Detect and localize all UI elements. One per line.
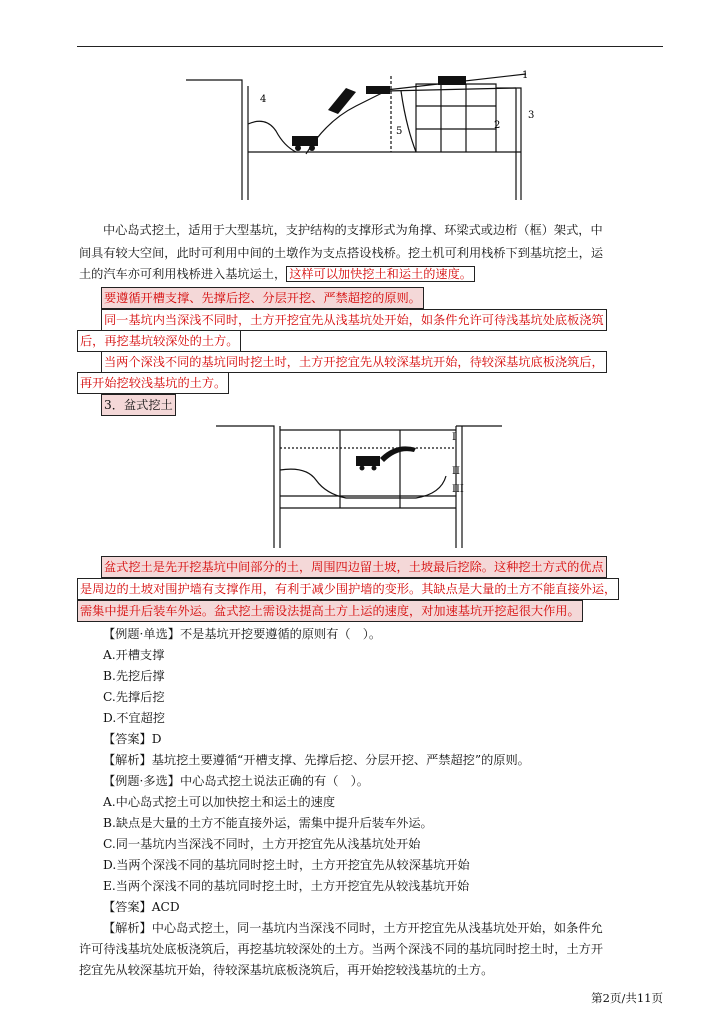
para1-red-highlight: 这样可以加快挖土和运土的速度。 <box>286 266 475 282</box>
fig1-label-1: 1 <box>522 70 529 81</box>
q1-option-b: B.先挖后撑 <box>103 669 165 683</box>
fig1-label-3: 3 <box>528 110 535 121</box>
q2-option-e: E.当两个深浅不同的基坑同时挖土时，土方开挖宜先从较浅基坑开始 <box>103 879 470 893</box>
fig1-label-5: 5 <box>396 126 403 137</box>
basin-excavator <box>356 456 380 466</box>
left-wall <box>186 80 242 200</box>
q2-option-a: A.中心岛式挖土可以加快挖土和运土的速度 <box>103 795 336 809</box>
para1-line3: 土的汽车亦可利用栈桥进入基坑运土， 这样可以加快挖土和运土的速度。 <box>79 264 475 284</box>
q2-analysis-line1: 【解析】中心岛式挖土，同一基坑内当深浅不同时，土方开挖宜先从浅基坑处开始，如条件允 <box>103 921 603 935</box>
q1-option-c: C.先撑后挖 <box>103 690 165 704</box>
figure-center-island <box>176 66 546 206</box>
q1-option-a: A.开槽支撑 <box>103 648 165 662</box>
q1-title: 【例题·单选】不是基坑开挖要遵循的原则有（ ）。 <box>103 627 382 641</box>
fig2-label-I: I <box>452 432 456 443</box>
two-pits-line1: 当两个深浅不同的基坑同时挖土时，土方开挖宜先从较深基坑开始，待较深基坑底板浇筑后， <box>101 351 607 373</box>
basin-left-wall <box>216 426 280 548</box>
q1-answer: 【答案】D <box>103 732 162 746</box>
header-rule <box>77 46 663 47</box>
para1-line2: 间具有较大空间，此时可利用中间的土墩作为支点搭设栈桥。挖土机可利用栈桥下到基坑挖土，运 <box>79 246 604 260</box>
q2-analysis-line2: 许可待浅基坑处底板浇筑后，再挖基坑较深处的土方。当两个深浅不同的基坑同时挖土时，土方开 <box>79 942 604 956</box>
q2-option-d: D.当两个深浅不同的基坑同时挖土时，土方开挖宜先从较深基坑开始 <box>103 858 470 872</box>
basin-line1: 盆式挖土是先开挖基坑中间部分的土，周围四边留土坡，土坡最后挖除。这种挖土方式的优点 <box>101 556 607 578</box>
q2-analysis-line3: 挖宜先从较深基坑开始，待较深基坑底板浇筑后，再开始挖较浅基坑的土方。 <box>79 963 494 977</box>
principle-text: 要遵循开槽支撑、先撑后挖、分层开挖、严禁超挖的原则。 <box>101 287 424 309</box>
para1-line1: 中心岛式挖土，适用于大型基坑，支护结构的支撑形式为角撑、环梁式或边桁（框）架式，中 <box>103 223 603 237</box>
fig1-label-4: 4 <box>260 94 267 105</box>
right-wall <box>496 88 521 200</box>
basin-line2: 是周边的土坡对围护墙有支撑作用，有利于减少围护墙的变形。其缺点是大量的土方不能直接外运， <box>77 578 619 600</box>
excavator-left <box>292 136 318 146</box>
fig2-label-II: II <box>452 466 460 477</box>
figure-basin <box>216 418 506 552</box>
fig2-label-III: III <box>452 484 464 495</box>
page-footer: 第2页/共11页 <box>591 991 663 1005</box>
same-pit-line2: 后，再挖基坑较深处的土方。 <box>77 330 241 352</box>
q1-analysis: 【解析】基坑挖土要遵循“开槽支撑、先撑后挖、分层开挖、严禁超挖”的原则。 <box>103 753 530 767</box>
same-pit-line1: 同一基坑内当深浅不同时，土方开挖宜先从浅基坑处开始，如条件允许可待浅基坑处底板浇筑 <box>101 309 607 331</box>
basin-line3: 需集中提升后装车外运。盆式挖土需设法提高土方上运的速度，对加速基坑开挖起很大作用。 <box>77 600 583 622</box>
truck-icon <box>438 76 466 85</box>
q1-option-d: D.不宜超挖 <box>103 711 165 725</box>
q2-option-b: B.缺点是大量的土方不能直接外运，需集中提升后装车外运。 <box>103 816 433 830</box>
fig1-label-2: 2 <box>494 120 501 131</box>
q2-answer: 【答案】ACD <box>103 900 180 914</box>
q2-title: 【例题·多选】中心岛式挖土说法正确的有（ ）。 <box>103 774 369 788</box>
section-heading-basin: 3．盆式挖土 <box>101 394 176 416</box>
q2-option-c: C.同一基坑内当深浅不同时，土方开挖宜先从浅基坑处开始 <box>103 837 421 851</box>
two-pits-line2: 再开始挖较浅基坑的土方。 <box>77 372 229 394</box>
excavator-island <box>366 86 390 94</box>
basin-profile <box>280 469 446 498</box>
